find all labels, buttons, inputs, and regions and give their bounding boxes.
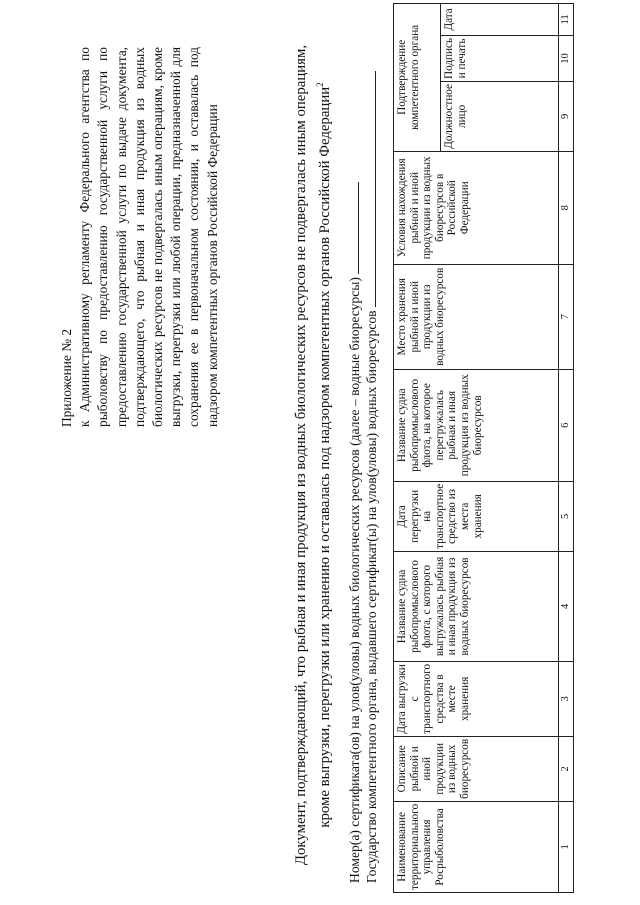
document-title — [292, 25, 335, 885]
appendix-title: Приложение № 2 — [59, 328, 74, 427]
header-col11: Дата — [441, 3, 559, 35]
appendix-text: к Административному регламенту Федерального агентства по рыболовству по предоставлению государственной услуги по предоставлению государственной услуги по выдаче документа, подтверждающего, что рыбная и иная продукция из водных биологических ресурсов не подвергалась иным операциям, кроме выгрузки, перегрузки или любой операции, предназначенной для сохранения ее в первоначальном состоянии, и оставалась под надзором компетентных органов Российской Федерации — [77, 47, 220, 427]
col-number: 5 — [559, 481, 574, 551]
header-col8: Условия нахождения рыбной и иной продукции из водных биоресурсов в Российской Федерации — [394, 151, 559, 264]
certificate-lines — [346, 23, 380, 883]
header-col7: Место хранения рыбной и иной продукции из водных биоресурсов — [394, 264, 559, 369]
col-number: 3 — [559, 661, 574, 736]
col-number: 11 — [559, 3, 574, 35]
appendix-block — [58, 47, 222, 427]
records-table — [393, 3, 574, 893]
footnote-mark: 2 — [315, 82, 325, 87]
number-row — [559, 3, 574, 892]
col-number: 1 — [559, 801, 574, 892]
header-col3: Дата выгрузки с транспортного средства в месте хранения — [394, 661, 559, 736]
col-number: 2 — [559, 736, 574, 801]
state-label: Государство компетентного органа, выдавшего сертификат(ы) на улов(уловы) водных биоресурсов — [364, 310, 379, 883]
header-row-1 — [394, 3, 441, 892]
state-blank — [363, 71, 376, 307]
header-col1: Наименование территориального управления Росрыболовства — [394, 801, 559, 892]
state-line — [363, 23, 380, 883]
header-col4: Название судна рыбопромыслового флота, с которого выгружалась рыбная и иная продукция из водных биоресурсов — [394, 551, 559, 661]
cert-number-blank — [346, 182, 359, 274]
col-number: 8 — [559, 151, 574, 264]
document-title-text: Документ, подтверждающий, что рыбная и иная продукция из водных биологических ресурсов не подвергалась иным операциям, кроме выгрузки, перегрузки или хранению и оставалась под надзором компетентных органов Российской Федерации — [293, 44, 333, 866]
cert-number-line — [346, 23, 363, 883]
header-col10: Подпись и печать — [441, 35, 559, 81]
col-number: 9 — [559, 81, 574, 151]
col-number: 7 — [559, 264, 574, 369]
header-col5: Дата перегрузки на транспортное средство из места хранения — [394, 481, 559, 551]
header-col2: Описание рыбной и иной продукции из водных биоресурсов — [394, 736, 559, 801]
header-col6: Название судна рыбопромыслового флота, на которое перегружалась рыбная и иная продукция из водных биоресурсов — [394, 369, 559, 481]
header-group: Подтверждение компетентного органа — [394, 3, 441, 151]
col-number: 10 — [559, 35, 574, 81]
col-number: 6 — [559, 369, 574, 481]
cert-number-label: Номер(а) сертификата(ов) на улов(уловы) водных биологических ресурсов (далее – водные биоресурсы) — [347, 277, 362, 883]
header-col9: Должностное лицо — [441, 81, 559, 151]
col-number: 4 — [559, 551, 574, 661]
